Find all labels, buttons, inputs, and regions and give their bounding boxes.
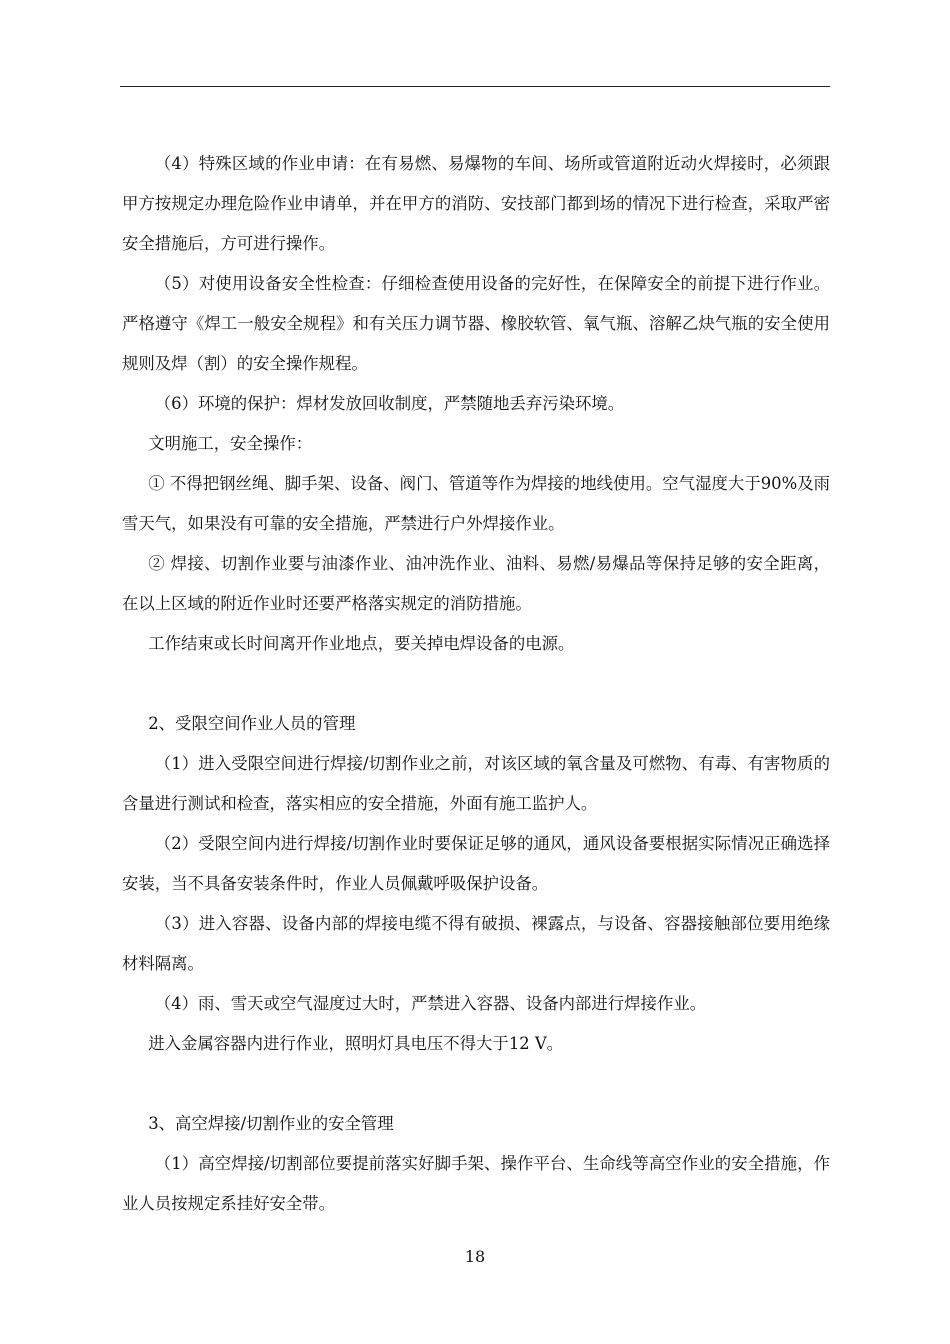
paragraph-civilized-construction: 文明施工，安全操作： <box>148 434 313 453</box>
page-number: 18 <box>464 1247 486 1266</box>
paragraph-environment: （6）环境的保护：焊材发放回收制度，严禁随地丢弃污染环境。 <box>154 394 625 413</box>
paragraph-item-1: ① 不得把钢丝绳、脚手架、设备、阀门、管道等作为焊接的地线使用。空气湿度大于90%及雨雪天气，如果没有可靠的安全措施，严禁进行户外焊接作业。 <box>122 474 830 533</box>
section-heading-confined-space: 2、受限空间作业人员的管理 <box>148 714 356 733</box>
document-body <box>122 144 830 1224</box>
paragraph-confined-4: （4）雨、雪天或空气湿度过大时，严禁进入容器、设备内部进行焊接作业。 <box>154 994 707 1013</box>
spacer <box>122 1064 830 1104</box>
paragraph-confined-3: （3）进入容器、设备内部的焊接电缆不得有破损、裸露点，与设备、容器接触部位要用绝缘材料隔离。 <box>122 914 830 973</box>
paragraph-special-area: （4）特殊区域的作业申请：在有易燃、易爆物的车间、场所或管道附近动火焊接时，必须跟甲方按规定办理危险作业申请单，并在甲方的消防、安技部门都到场的情况下进行检查，采取严密安全措施后，方可进行操作。 <box>122 154 830 253</box>
paragraph-equipment-check: （5）对使用设备安全性检查：仔细检查使用设备的完好性，在保障安全的前提下进行作业。严格遵守《焊工一般安全规程》和有关压力调节器、橡胶软管、氧气瓶、溶解乙炔气瓶的安全使用规则及焊（割）的安全操作规程。 <box>122 274 830 373</box>
paragraph-high-altitude-1: （1）高空焊接/切割部位要提前落实好脚手架、操作平台、生命线等高空作业的安全措施，作业人员按规定系挂好安全带。 <box>122 1154 830 1213</box>
spacer <box>122 664 830 704</box>
header-rule <box>120 86 830 87</box>
paragraph-item-2: ② 焊接、切割作业要与油漆作业、油冲洗作业、油料、易燃/易爆品等保持足够的安全距离，在以上区域的附近作业时还要严格落实规定的消防措施。 <box>122 554 830 613</box>
paragraph-power-off: 工作结束或长时间离开作业地点，要关掉电焊设备的电源。 <box>148 634 575 653</box>
paragraph-confined-2: （2）受限空间内进行焊接/切割作业时要保证足够的通风，通风设备要根据实际情况正确选择安装，当不具备安装条件时，作业人员佩戴呼吸保护设备。 <box>122 834 830 893</box>
paragraph-lighting-voltage: 进入金属容器内进行作业，照明灯具电压不得大于12 V。 <box>148 1034 564 1053</box>
paragraph-confined-1: （1）进入受限空间进行焊接/切割作业之前，对该区域的氧含量及可燃物、有毒、有害物质的含量进行测试和检查，落实相应的安全措施，外面有施工监护人。 <box>122 754 830 813</box>
section-heading-high-altitude: 3、高空焊接/切割作业的安全管理 <box>148 1114 394 1133</box>
